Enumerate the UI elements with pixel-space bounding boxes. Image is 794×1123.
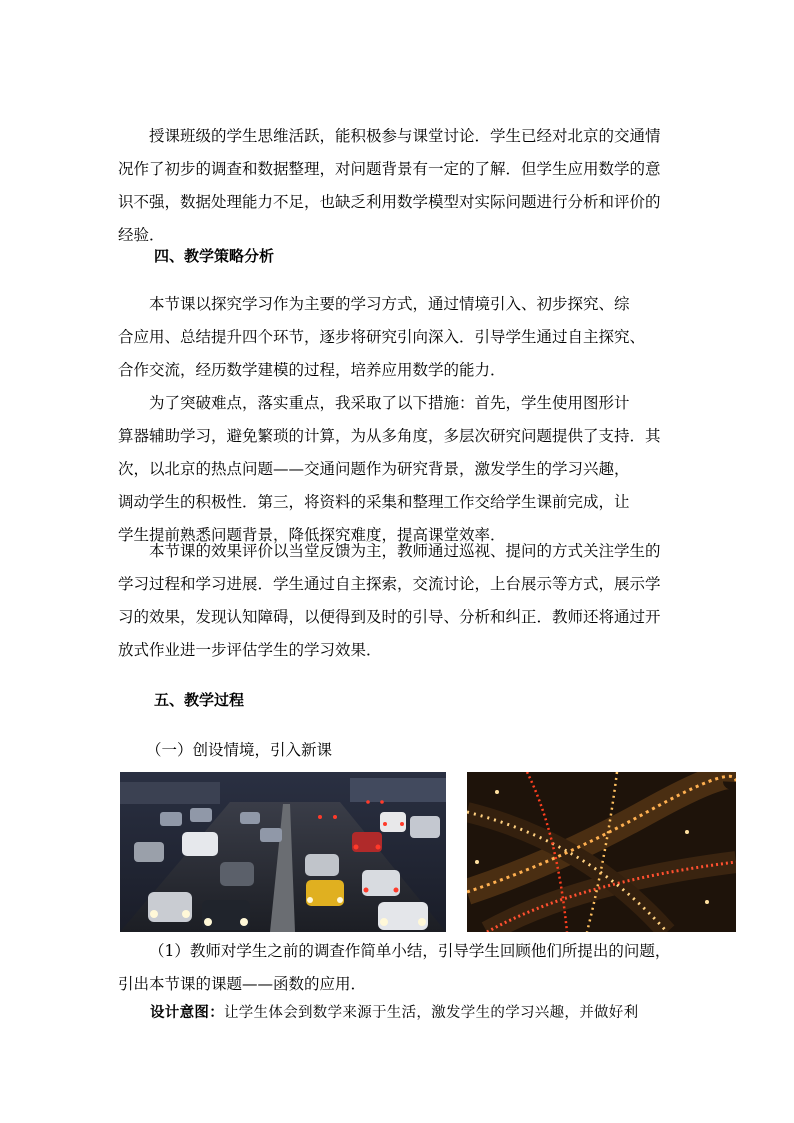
text-line: （1）教师对学生之前的调查作简单小结，引导学生回顾他们所提出的问题，	[149, 942, 671, 960]
text-line: 经验．	[118, 226, 165, 244]
section-4-paragraph-2	[118, 387, 678, 552]
traffic-jam-night-photo	[467, 772, 736, 932]
text-line: 引出本节课的课题——函数的应用．	[118, 975, 367, 993]
text-line: 合作交流，经历数学建模的过程，培养应用数学的能力．	[118, 361, 506, 379]
subsection-1-heading: （一）创设情境，引入新课	[146, 741, 333, 759]
section-4-heading: 四、教学策略分析	[154, 247, 275, 265]
text-line: 算器辅助学习，避免繁琐的计算，为从多角度，多层次研究问题提供了支持．其	[118, 427, 661, 445]
text-line: 合应用、总结提升四个环节，逐步将研究引向深入．引导学生通过自主探究、	[118, 328, 646, 346]
section-4-paragraph-1	[118, 288, 678, 387]
text-line: 调动学生的积极性．第三，将资料的采集和整理工作交给学生课前完成，让	[118, 493, 630, 511]
section-5-heading: 五、教学过程	[154, 691, 245, 709]
traffic-jam-day-photo	[120, 772, 446, 932]
design-intent	[150, 1001, 638, 1022]
traffic-jam-night-image	[467, 772, 736, 932]
design-intent-label: 设计意图：	[150, 1005, 224, 1021]
text-line: 况作了初步的调查和数据整理，对问题背景有一定的了解．但学生应用数学的意	[118, 160, 661, 178]
text-line: 识不强，数据处理能力不足，也缺乏利用数学模型对实际问题进行分析和评价的	[118, 193, 661, 211]
text-line: 学习过程和学习进展．学生通过自主探索，交流讨论，上台展示等方式，展示学	[118, 575, 661, 593]
text-line: 次，以北京的热点问题——交通问题作为研究背景，激发学生的学习兴趣，	[118, 460, 630, 478]
text-line: 本节课的效果评价以当堂反馈为主，教师通过巡视、提问的方式关注学生的	[149, 542, 661, 560]
text-line: 习的效果，发现认知障碍，以便得到及时的引导、分析和纠正．教师还将通过开	[118, 608, 661, 626]
text-line: 本节课以探究学习作为主要的学习方式，通过情境引入、初步探究、综	[149, 295, 630, 313]
text-line: 为了突破难点，落实重点，我采取了以下措施：首先，学生使用图形计	[149, 394, 630, 412]
design-intent-text: 让学生体会到数学来源于生活，激发学生的学习兴趣，并做好利	[224, 1005, 639, 1021]
traffic-jam-day-image	[120, 772, 446, 932]
text-line: 学生提前熟悉问题背景，降低探究难度，提高课堂效率．	[118, 526, 506, 544]
text-line: 放式作业进一步评估学生的学习效果．	[118, 641, 382, 659]
intro-paragraph	[118, 120, 678, 252]
text-line: 授课班级的学生思维活跃，能积极参与课堂讨论．学生已经对北京的交通情	[149, 127, 661, 145]
section-5-paragraph-1	[118, 935, 678, 1001]
section-4-paragraph-3	[118, 535, 678, 667]
